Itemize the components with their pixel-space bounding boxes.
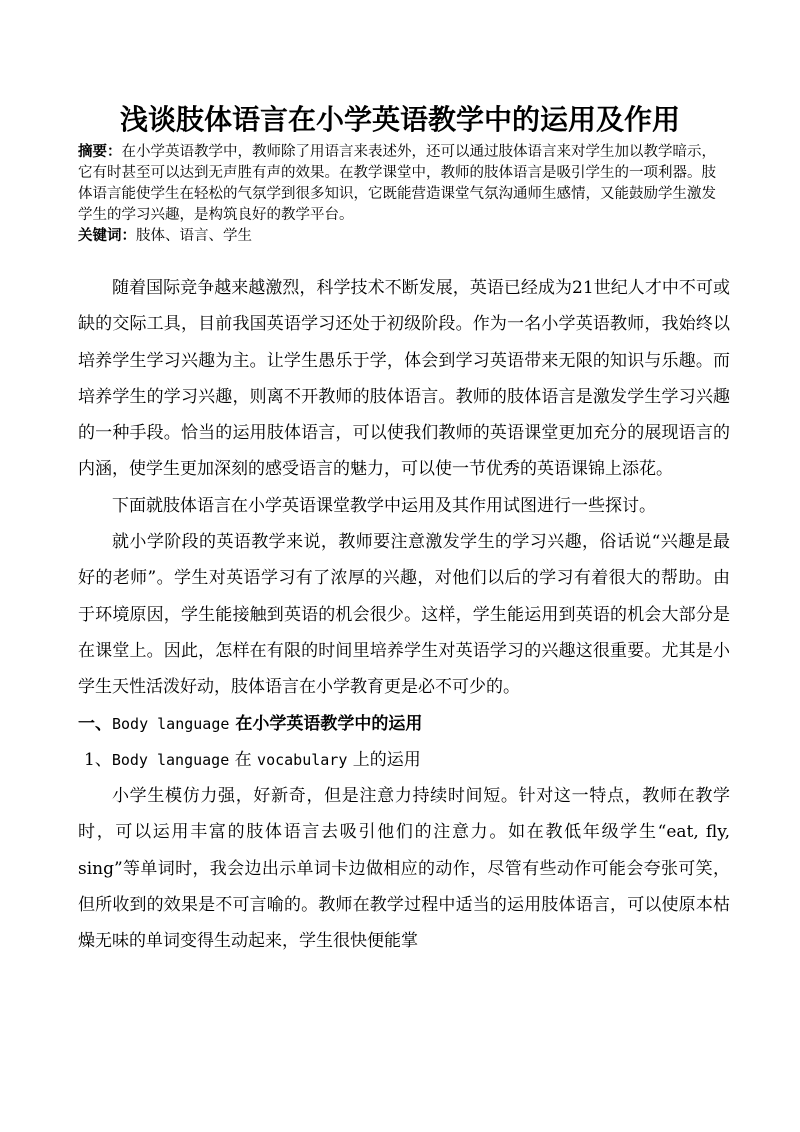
subsection-middle: 在 [234, 749, 252, 770]
abstract-block [78, 142, 728, 247]
document-title: 浅谈肢体语言在小学英语教学中的运用及作用 [119, 103, 680, 136]
keywords-label: 关键词： [78, 228, 136, 244]
paragraph-vocabulary: 小学生模仿力强，好新奇，但是注意力持续时间短。针对这一特点，教师在教学时，可以运用丰富的肢体语言去吸引他们的注意力。如在教低年级学生“eat, fly, sing”等单词时，我会边出示单词卡边做相应的动作，尽管有些动作可能会夸张可笑，但所收到的效果是不可言喻的。教师在教学过程中适当的运用肢体语言，可以使原本枯燥无味的单词变得生动起来，学生很快便能掌 [78, 786, 730, 952]
body-text [78, 270, 730, 960]
subsection-heading-1 [78, 742, 730, 778]
subsection-rest: 上的运用 [352, 749, 421, 770]
section-term: Body language [112, 714, 230, 733]
keywords-text: 肢体、语言、学生 [136, 228, 252, 244]
paragraph-interest: 就小学阶段的英语教学来说，教师要注意激发学生的学习兴趣，俗话说“兴趣是最好的老师”。学生对英语学习有了浓厚的兴趣，对他们以后的学习有着很大的帮助。由于环境原因，学生能接触到英语的机会很少。这样，学生能运用到英语的机会大部分是在课堂上。因此，怎样在有限的时间里培养学生对英语学习的兴趣这很重要。尤其是小学生天性活泼好动，肢体语言在小学教育更是必不可少的。 [78, 532, 730, 698]
section-rest: 在小学英语教学中的运用 [235, 713, 423, 734]
paragraph-intro: 随着国际竞争越来越激烈，科学技术不断发展，英语已经成为21世纪人才中不可或缺的交际工具，目前我国英语学习还处于初级阶段。作为一名小学英语教师，我始终以培养学生学习兴趣为主。让学生愚乐于学，体会到学习英语带来无限的知识与乐趣。而培养学生的学习兴趣，则离不开教师的肢体语言。教师的肢体语言是激发学生学习兴趣的一种手段。恰当的运用肢体语言，可以使我们教师的英语课堂更加充分的展现语言的内涵，使学生更加深刻的感受语言的魅力，可以使一节优秀的英语课锦上添花。 [78, 278, 730, 480]
paragraph-purpose: 下面就肢体语言在小学英语课堂教学中运用及其作用试图进行一些探讨。 [112, 495, 656, 516]
keywords-paragraph [78, 226, 728, 247]
subsection-number: 1、 [84, 749, 112, 770]
abstract-paragraph [78, 142, 728, 226]
abstract-text: 在小学英语教学中，教师除了用语言来表述外，还可以通过肢体语言来对学生加以教学暗示，它有时甚至可以达到无声胜有声的效果。在教学课堂中，教师的肢体语言是吸引学生的一项利器。肢体语言能使学生在轻松的气氛学到很多知识，它既能营造课堂气氛沟通师生感情，又能鼓励学生激发学生的学习兴趣，是构筑良好的教学平台。 [78, 144, 716, 223]
subsection-term-vocabulary: vocabulary [257, 750, 348, 769]
abstract-label: 摘要： [78, 144, 122, 160]
section-heading-1 [78, 706, 730, 742]
section-number: 一、 [78, 713, 112, 734]
subsection-term-body-language: Body language [111, 750, 230, 769]
